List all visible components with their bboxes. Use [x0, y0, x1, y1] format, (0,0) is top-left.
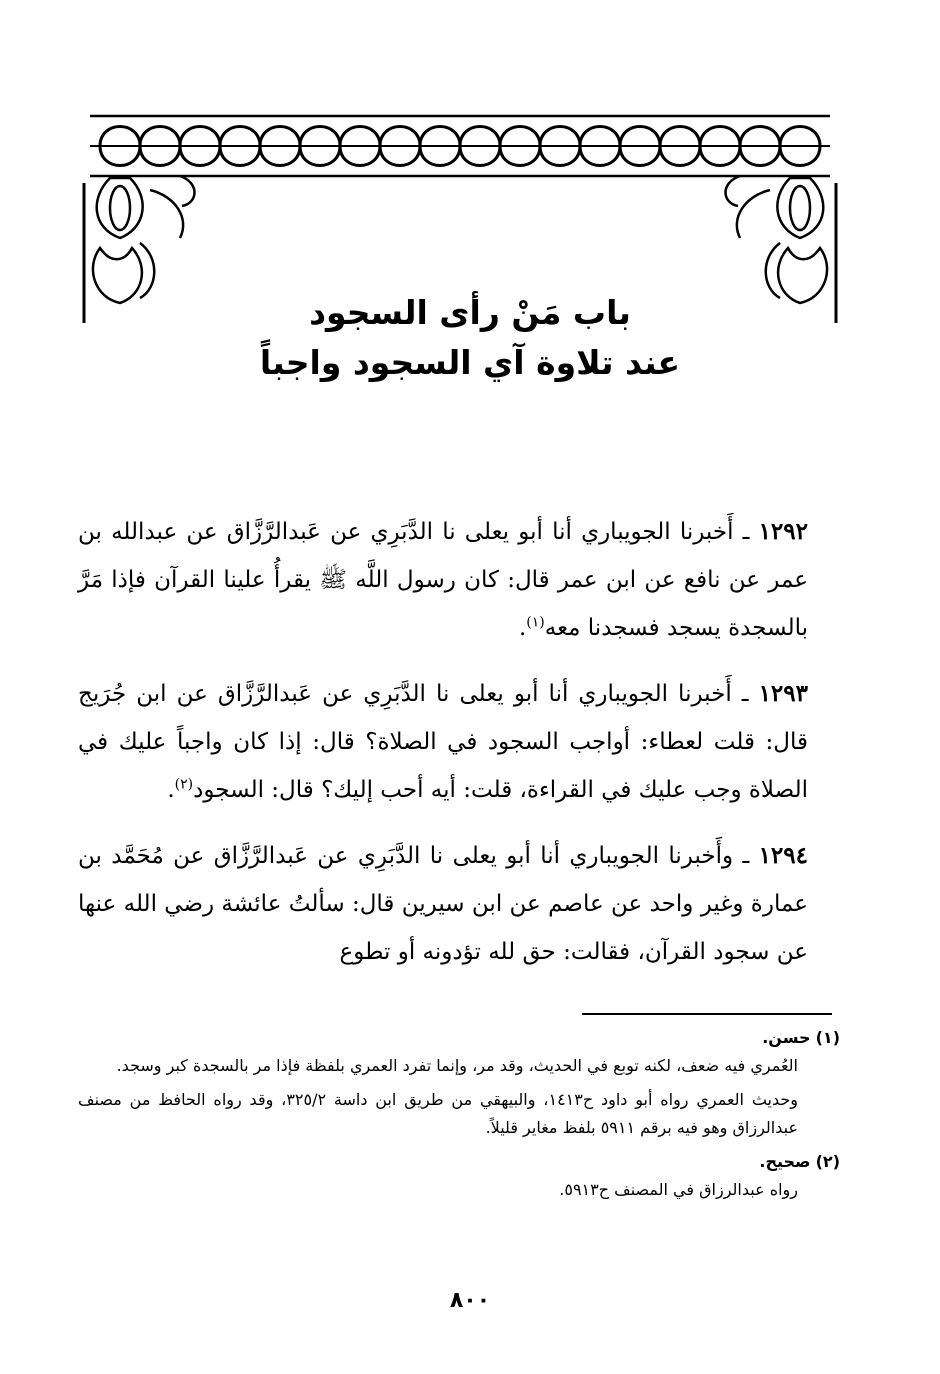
footnote-1 — [78, 1024, 840, 1052]
chapter-title — [160, 288, 780, 388]
footnote-paragraph: وحديث العمري رواه أبو داود ح١٤١٣، والبيهقي من طريق ابن داسة ٣٢٥/٢، وقد رواه الحافظ من مصنف عبدالرزاق وهو فيه برقم ٥٩١١ بلفظ مغاير قليلاً. — [78, 1090, 798, 1137]
footnote-paragraph: رواه عبدالرزاق في المصنف ح٥٩١٣. — [559, 1180, 798, 1199]
footnotes — [78, 1024, 840, 1210]
hadith-1294 — [78, 832, 808, 976]
hadith-1292 — [78, 508, 808, 652]
hadith-text: ـ أَخبرنا الجويباري أنا أبو يعلى نا الدَّبَرِي عن عَبدالرَّزَّاق عن ابن جُرَيج قال: قلت لعطاء: أواجب السجود في الصلاة؟ قال: إذا كان واجباً عليك في الصلاة وجب عليك في القراءة، قلت: أيه أحب إليك؟ قال: السجود — [78, 681, 808, 803]
hadith-number: ١٢٩٢ — [758, 518, 808, 545]
footnote-marker: (٢) — [815, 1152, 840, 1171]
footnote-ref: (٢) — [174, 776, 194, 793]
hadith-number: ١٢٩٣ — [758, 680, 808, 707]
chapter-title-line-1: باب مَنْ رأى السجود — [309, 293, 631, 332]
footnote-grade: حسن. — [762, 1028, 811, 1047]
page-number: ٨٠٠ — [449, 1288, 491, 1313]
footnote-grade: صحيح. — [759, 1152, 811, 1171]
footnote-paragraph: العُمري فيه ضعف، لكنه توبع في الحديث، وقد مر، وإنما تفرد العمري بلفظة فإذا مر بالسجدة كبر وسجد. — [116, 1056, 798, 1075]
hadith-1293 — [78, 670, 808, 814]
chapter-title-line-2: عند تلاوة آي السجود واجباً — [259, 343, 681, 382]
main-text — [78, 508, 808, 994]
hadith-end: . — [518, 615, 527, 641]
footnote-ref: (١) — [526, 614, 545, 631]
hadith-text: ـ أَخبرنا الجويباري أنا أبو يعلى نا الدَّبَرِي عن عَبدالرَّزَّاق عن عبدالله بن عمر عن نافع عن ابن عمر قال: كان رسول اللَّه ﷺ يقرأُ علينا القرآن فإذا مَرَّ بالسجدة يسجد فسجدنا معه — [78, 519, 808, 641]
footnote-divider — [582, 1013, 832, 1015]
footnote-2 — [78, 1148, 840, 1176]
hadith-end: . — [167, 777, 175, 803]
hadith-number: ١٢٩٤ — [758, 842, 808, 869]
footnote-marker: (١) — [815, 1028, 840, 1047]
hadith-text: ـ وأَخبرنا الجويباري أنا أبو يعلى نا الدَّبَرِي عن عَبدالرَّزَّاق عن مُحَمَّد بن عمارة وغير واحد عن عاصم عن ابن سيرين قال: سألتُ عائشة رضي الله عنها عن سجود القرآن، فقالت: حق لله تؤدونه أو تطوع — [78, 843, 808, 965]
